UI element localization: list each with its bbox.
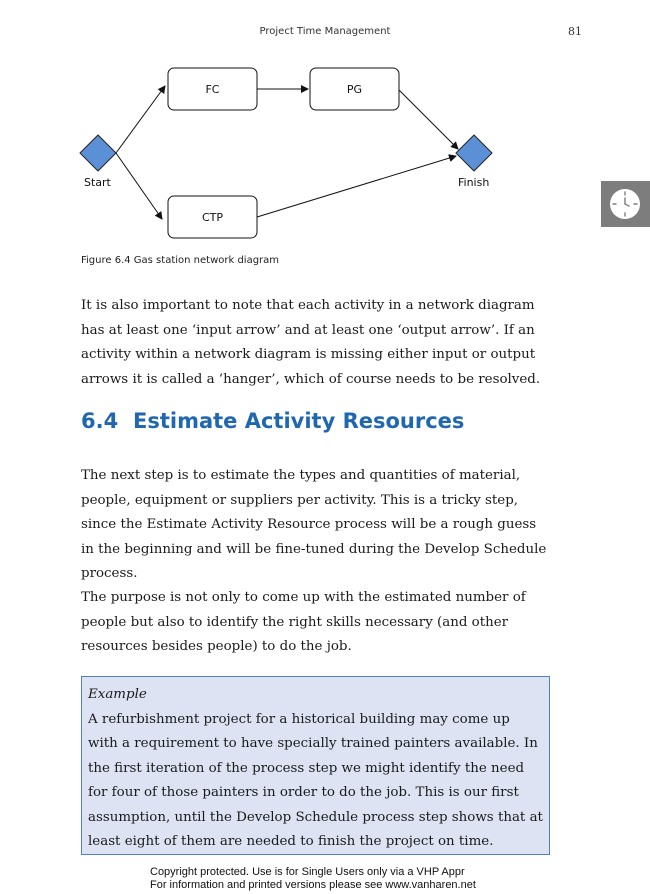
example-box [81,676,550,855]
node-pg-label: PG [346,83,363,96]
network-diagram [0,0,650,250]
start-diamond [80,135,116,171]
footer-line-1: Copyright protected. Use is for Single Users only via a VHP Appr [150,866,465,878]
section-heading [81,409,464,433]
copyright-footer [150,866,476,892]
footer-line-2: For information and printed versions please see www.vanharen.net [150,879,476,891]
finish-label: Finish [458,176,490,189]
paragraph-purpose: The purpose is not only to come up with the estimated number of people but also to identify the right skills necessary (and other resources besides people) to do the job. [81,590,526,654]
arrow-pg-finish [398,89,458,149]
figure-caption: Figure 6.4 Gas station network diagram [81,255,280,266]
page-number: 81 [568,25,582,38]
start-label: Start [84,176,111,189]
paragraph-hanger: It is also important to note that each activity in a network diagram has at least one ‘input arrow’ and at least one ‘output arrow’. If an activity within a network diagram is missing either input or output arrows it is called a ‘hanger’, which of course needs to be resolved. [81,298,541,387]
arrow-start-fc [116,86,165,153]
example-text: A refurbishment project for a historical building may come up with a requirement to have specially trained painters available. In the first iteration of the process step we might identify the need for four of those painters in order to do the job. This is our first assumption, until the Develop Schedule process step shows that at least eight of them are needed to finish the project on time. [88,711,543,849]
finish-diamond [456,135,492,171]
section-number: 6.4 [81,409,119,433]
node-fc-label: FC [205,83,220,96]
node-ctp-label: CTP [201,211,224,224]
arrow-ctp-finish [257,156,456,217]
example-title: Example [88,687,147,702]
section-title: Estimate Activity Resources [133,409,465,433]
paragraph-next-step: The next step is to estimate the types and quantities of material, people, equipment or suppliers per activity. This is a tricky step, since the Estimate Activity Resource process will be a rough guess in the beginning and will be fine-tuned during the Develop Schedule process. [81,468,547,581]
arrow-start-ctp [116,153,162,219]
running-head: Project Time Management [259,26,391,37]
